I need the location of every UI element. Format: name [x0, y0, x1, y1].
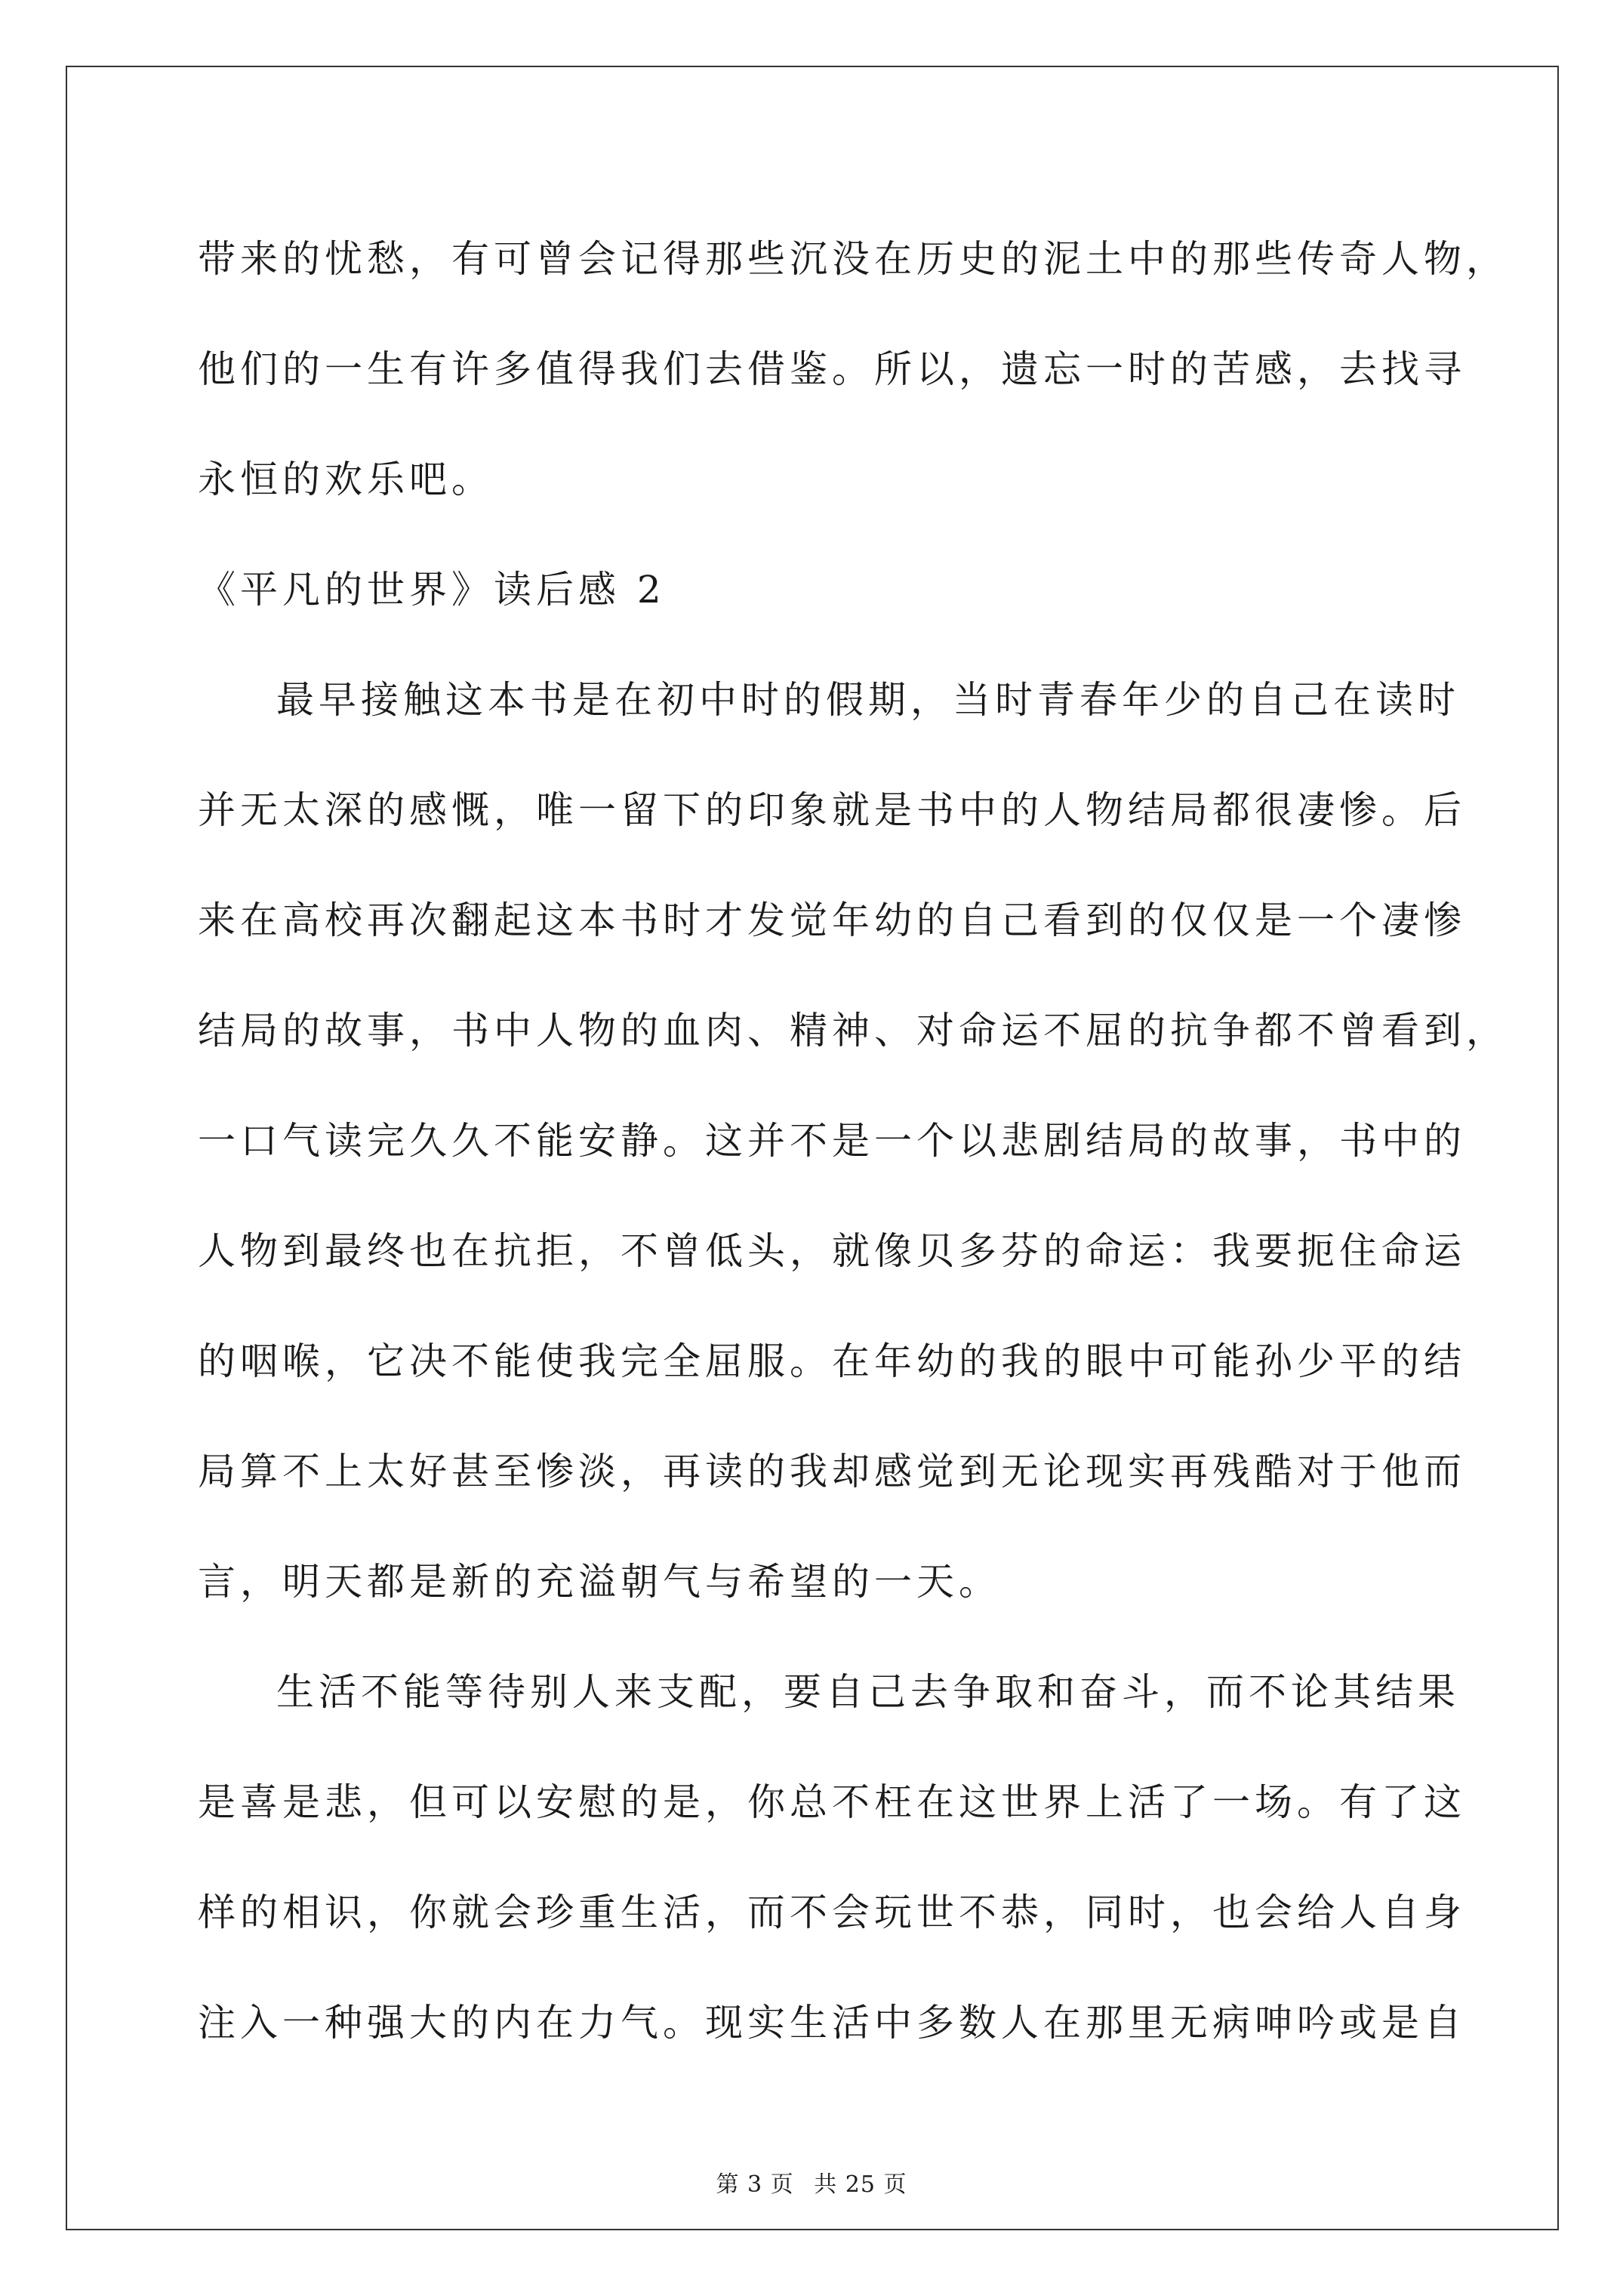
- text-line: 是喜是悲，但可以安慰的是，你总不枉在这世界上活了一场。有了这: [198, 1780, 1466, 1824]
- page-total: 共 25 页: [814, 2171, 907, 2198]
- text-line: 最早接触这本书是在初中时的假期，当时青春年少的自己在读时: [276, 678, 1460, 722]
- text-line: 的咽喉，它决不能使我完全屈服。在年幼的我的眼中可能孙少平的结: [198, 1339, 1466, 1383]
- text-line: 样的相识，你就会珍重生活，而不会玩世不恭，同时，也会给人自身: [198, 1891, 1466, 1934]
- text-line: 带来的忧愁，有可曾会记得那些沉没在历史的泥土中的那些传奇人物，: [198, 237, 1508, 281]
- text-line: 生活不能等待别人来支配，要自己去争取和奋斗，而不论其结果: [276, 1670, 1460, 1714]
- text-line: 并无太深的感慨，唯一留下的印象就是书中的人物结局都很凄惨。后: [198, 788, 1466, 832]
- text-line: 一口气读完久久不能安静。这并不是一个以悲剧结局的故事，书中的: [198, 1119, 1466, 1163]
- text-line: 结局的故事，书中人物的血肉、精神、对命运不屈的抗争都不曾看到，: [198, 1009, 1508, 1052]
- text-line: 局算不上太好甚至惨淡，再读的我却感觉到无论现实再残酷对于他而: [198, 1450, 1466, 1493]
- text-line: 他们的一生有许多值得我们去借鉴。所以，遗忘一时的苦感，去找寻: [198, 347, 1466, 391]
- text-line: 人物到最终也在抗拒，不曾低头，就像贝多芬的命运：我要扼住命运: [198, 1229, 1466, 1273]
- page-number: 第 3 页: [716, 2171, 794, 2198]
- document-body: [198, 204, 1508, 2078]
- page-footer: [0, 2165, 1623, 2199]
- text-line: 永恒的欢乐吧。: [198, 458, 494, 501]
- text-line: 来在高校再次翻起这本书时才发觉年幼的自己看到的仅仅是一个凄惨: [198, 898, 1466, 942]
- text-line: 注入一种强大的内在力气。现实生活中多数人在那里无病呻吟或是自: [198, 2001, 1466, 2045]
- text-line: 《平凡的世界》读后感 2: [198, 568, 666, 612]
- text-line: 言，明天都是新的充溢朝气与希望的一天。: [198, 1560, 1001, 1604]
